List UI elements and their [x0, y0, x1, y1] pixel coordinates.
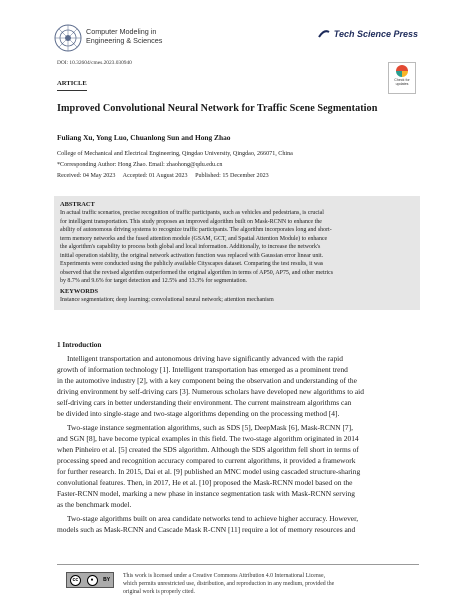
license-text-line: which permits unrestricted use, distribution, and reproduction in any medium, provided the [123, 581, 335, 587]
cc-by-label: BY [103, 577, 111, 583]
corresponding-author: *Corresponding Author: Hong Zhao. Email: zhaohong@qdu.edu.cn [57, 162, 223, 168]
attribution-person-icon: ● [87, 575, 98, 586]
affiliation: College of Mechanical and Electrical Engineering, Qingdao University, Qingdao, 266071, China [57, 151, 293, 157]
body-line: in the automotive industry [2], with a key component being the observation and understanding of the [57, 376, 357, 385]
body-line: when Pinheiro et al. [5] created the SDS algorithm. Although the SDS algorithm fell short in terms of [57, 445, 359, 454]
journal-name-line2: Engineering & Sciences [86, 36, 163, 45]
body-line: driving environment by self-driving cars [3]. Numerous scholars have developed new algorithms to aid [57, 387, 364, 396]
abstract-line: ability of autonomous driving systems to recognize traffic participants. The algorithm incorporates long and short- [60, 227, 332, 233]
abstract-line: the algorithm's capability to process both global and local information. Additionally, to increase the network's [60, 244, 321, 250]
abstract-line: initial operation stability, the original network activation function was replaced with Gaussian error linear unit. [60, 252, 324, 259]
publication-dates: Received: 04 May 2023 Accepted: 01 August 2023 Published: 15 December 2023 [57, 173, 269, 179]
license-text-line: This work is licensed under a Creative Commons Attribution 4.0 International License, [123, 573, 326, 579]
publisher-swoosh-icon [318, 29, 330, 39]
paper-title: Improved Convolutional Neural Network for Traffic Scene Segmentation [57, 103, 378, 114]
abstract-line: Experiments were conducted using the publicly available Cityscapes dataset. Comparing the test results, it was [60, 261, 324, 267]
footer-rule [57, 564, 419, 565]
journal-name [86, 27, 162, 45]
body-line: as the benchmark model. [57, 500, 132, 509]
keywords-text: Instance segmentation; deep learning; convolutional neural network; attention mechanism [60, 297, 274, 303]
section-tag-rule [57, 90, 87, 91]
cc-by-license-badge[interactable] [66, 572, 114, 588]
body-line: for further research. In 2015, Dai et al. [9] published an MNC model using cascaded structure-sharing [57, 467, 361, 476]
body-line: self-driving cars in better understanding their environment. The current mainstream algorithms can [57, 398, 352, 407]
section-tag: ARTICLE [57, 80, 87, 87]
body-line: Faster-RCNN model, marking a new phase in instance segmentation task with Mask-RCNN serving [57, 489, 355, 498]
license-text-line: original work is properly cited. [123, 589, 195, 595]
journal-logo-icon [54, 24, 82, 52]
doi[interactable]: DOI: 10.32604/cmes.2023.030940 [57, 60, 132, 66]
publisher-logo [318, 29, 418, 39]
creative-commons-icon: cc [70, 575, 81, 586]
check-badge-line1: Check for [394, 78, 410, 82]
body-line: convolutional features. Then, in 2017, He et al. [10] proposed the Mask-RCNN model based on the [57, 478, 353, 487]
body-line: processing speed and recognition accuracy compared to current algorithms, it provided a framework [57, 456, 356, 465]
body-line: models such as Mask-RCNN and Cascade Mask R-CNN [11] require a lot of memory resources and [57, 525, 356, 534]
journal-name-line1: Computer Modeling in [86, 27, 157, 36]
paper-authors: Fuliang Xu, Yong Luo, Chuanlong Sun and Hong Zhao [57, 133, 231, 142]
abstract-heading: ABSTRACT [60, 201, 95, 208]
publisher-name: Tech Science Press [333, 29, 418, 39]
abstract-line: for intelligent transportation. This study proposes an improved algorithm built on Mask-RCNN to enhance the [60, 218, 322, 225]
abstract-line: term memory networks and the fused attention module (GSAM, GCT, and Spatial Attention Module) to enhance [60, 235, 328, 242]
abstract-line: by 8.7% and 9.6% for target detection and 12.5% and 13.3% for segmentation. [60, 278, 248, 284]
abstract-line: observed that the revised algorithm outperformed the original algorithm in terms of AP50, AP75, and other metrics [60, 269, 334, 276]
abstract-line: In actual traffic scenarios, precise recognition of traffic participants, such as vehicles and pedestrians, is crucial [60, 210, 324, 216]
body-line: Two-stage instance segmentation algorithms, such as SDS [5], DeepMask [6], Mask-RCNN [7], [67, 423, 353, 432]
check-for-updates-badge[interactable] [388, 62, 416, 94]
introduction-heading: 1 Introduction [57, 341, 102, 349]
abstract-box [54, 196, 420, 310]
body-line: Two-stage algorithms built on area candidate networks tend to achieve higher accuracy. However, [67, 514, 359, 523]
body-line: and SGN [8], have become typical examples in this field. The two-stage algorithm originated in 2014 [57, 434, 359, 443]
body-line: Intelligent transportation and autonomous driving have significantly advanced with the rapid [67, 354, 343, 363]
check-updates-icon [396, 65, 408, 77]
body-line: be divided into single-stage and two-stage algorithms depending on the processing method [4]. [57, 409, 340, 418]
check-badge-line2: updates [395, 82, 409, 86]
check-badge-text [394, 78, 409, 86]
body-line: growth of information technology [1]. Intelligent transportation has emerged as a prominent trend [57, 365, 348, 374]
keywords-heading: KEYWORDS [60, 288, 98, 295]
